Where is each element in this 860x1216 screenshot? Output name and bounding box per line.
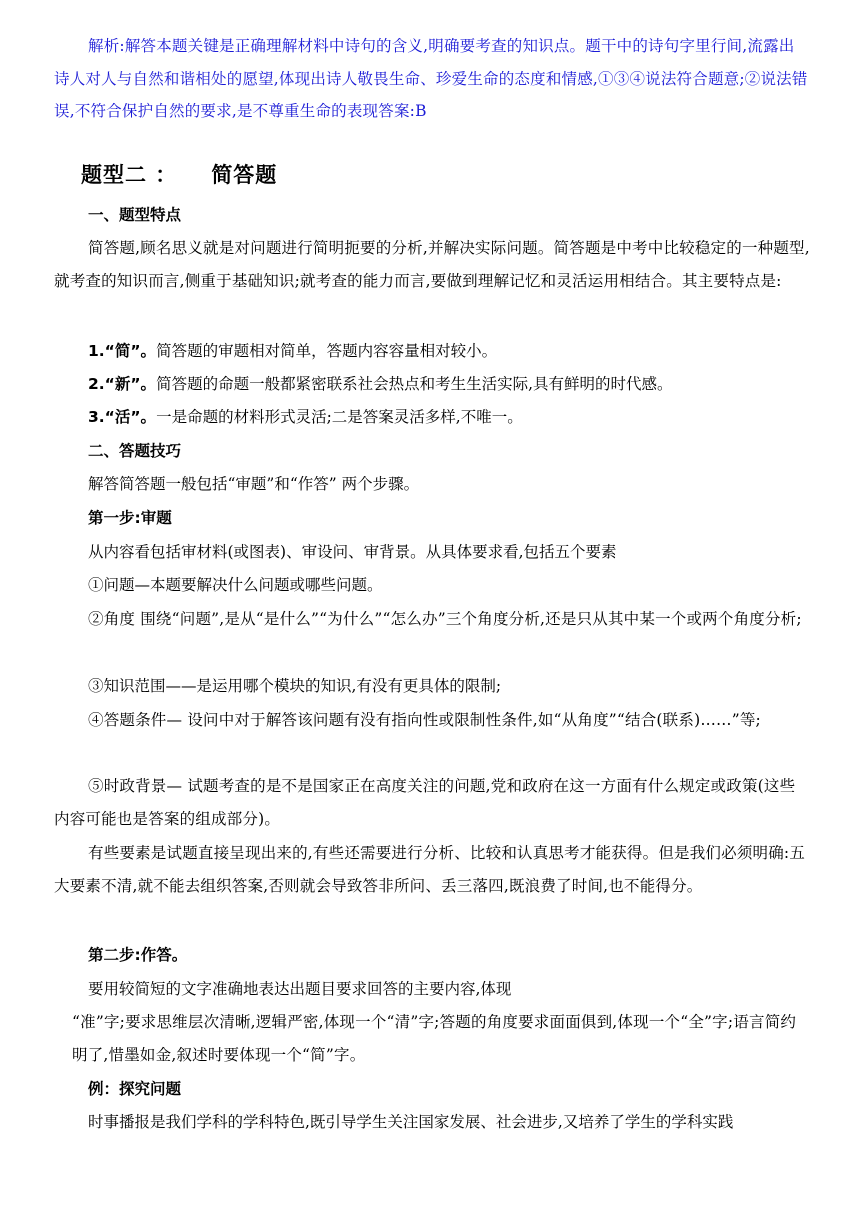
feature-item-1	[88, 335, 810, 367]
feature-text-3: 一是命题的材料形式灵活;二是答案灵活多样,不唯一。	[156, 408, 523, 426]
section-title-name: 简答题	[211, 163, 278, 187]
step2-heading: 第二步:作答。	[88, 946, 188, 964]
heading-skills: 二、答题技巧	[88, 442, 182, 460]
feature-label-1: 1.“简”。	[88, 342, 157, 360]
feature-label-3: 3.“活”。	[88, 408, 157, 426]
feature-item-3	[88, 401, 810, 433]
section-title-prefix: 题型二 ：	[81, 163, 178, 187]
section-title	[81, 160, 277, 190]
feature-label-2: 2.“新”。	[88, 375, 157, 393]
step1-heading: 第一步:审题	[88, 509, 172, 527]
example-heading: 例：探究问题	[88, 1080, 182, 1098]
step2-line1: 要用较简短的文字准确地表达出题目要求回答的主要内容,体现	[88, 980, 512, 998]
heading-features: 一、题型特点	[88, 206, 182, 224]
element-item-3: ③知识范围——是运用哪个模块的知识,有没有更具体的限制;	[88, 677, 502, 695]
element-item-1: ①问题—本题要解决什么问题或哪些问题。	[88, 576, 383, 594]
example-text: 时事播报是我们学科的学科特色,既引导学生关注国家发展、社会进步,又培养了学生的学科实践	[88, 1113, 734, 1131]
skills-intro: 解答简答题一般包括“审题”和“作答” 两个步骤。	[88, 475, 420, 493]
step2-line2: “准”字;要求思维层次清晰,逻辑严密,体现一个“清”字;答题的角度要求面面俱到,体现一个“全”字;语言简约明了,惜墨如金,叙述时要体现一个“简”字。	[72, 1013, 797, 1064]
feature-text-2: 简答题的命题一般都紧密联系社会热点和考生生活实际,具有鲜明的时代感。	[156, 375, 673, 393]
element-item-5: ⑤时政背景— 试题考查的是不是国家正在高度关注的问题,党和政府在这一方面有什么规定或政策(这些内容可能也是答案的组成部分)。	[54, 777, 796, 828]
feature-item-2	[88, 368, 810, 400]
element-item-2: ②角度 围绕“问题”,是从“是什么”“为什么”“怎么办”三个角度分析,还是只从其中某一个或两个角度分析;	[88, 610, 802, 628]
step1-conclusion: 有些要素是试题直接呈现出来的,有些还需要进行分析、比较和认真思考才能获得。但是我们必须明确:五大要素不清,就不能去组织答案,否则就会导致答非所问、丢三落四,既浪费了时间,也不能得分。	[54, 844, 806, 895]
feature-text-1: 简答题的审题相对简单，答题内容容量相对较小。	[156, 342, 498, 360]
step1-intro: 从内容看包括审材料(或图表)、审设问、审背景。从具体要求看,包括五个要素	[88, 543, 617, 561]
features-intro: 简答题,顾名思义就是对问题进行简明扼要的分析,并解决实际问题。简答题是中考中比较稳定的一种题型,就考查的知识而言,侧重于基础知识;就考查的能力而言,要做到理解记忆和灵活运用相结合。其主要特点是:	[54, 239, 810, 290]
element-item-4: ④答题条件— 设问中对于解答该问题有没有指向性或限制性条件,如“从角度”“结合(联系)……”等;	[88, 711, 761, 729]
analysis-paragraph: 解析:解答本题关键是正确理解材料中诗句的含义,明确要考查的知识点。题干中的诗句字里行间,流露出诗人对人与自然和谐相处的愿望,体现出诗人敬畏生命、珍爱生命的态度和情感,①③④说法符合题意;②说法错误,不符合保护自然的要求,是不尊重生命的表现答案:B	[54, 37, 808, 121]
